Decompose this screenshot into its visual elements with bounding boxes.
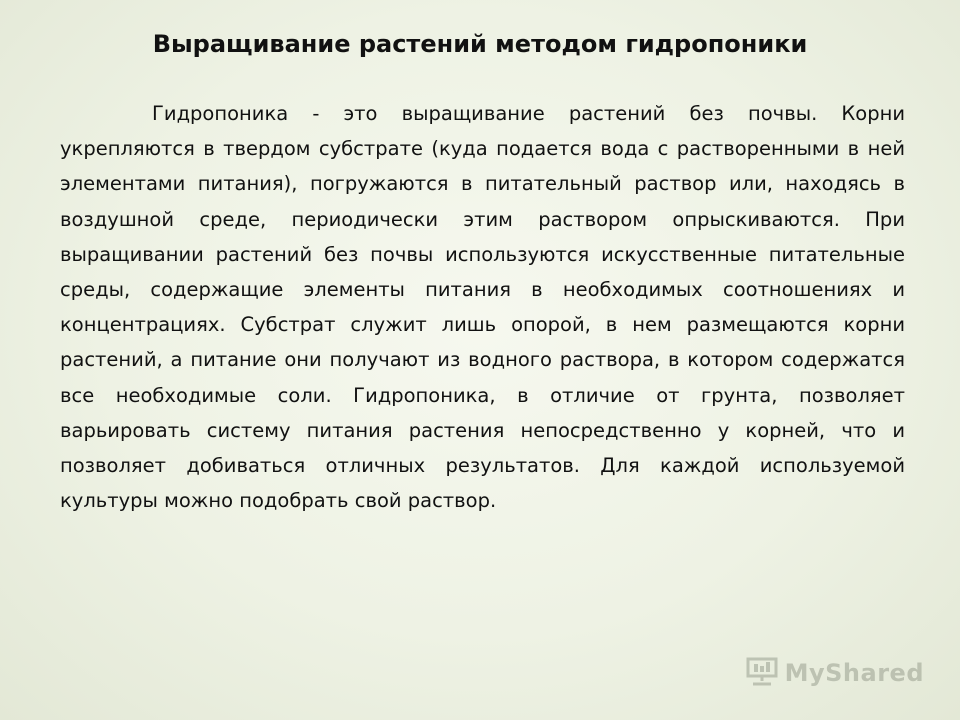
- watermark-text: MyShared: [784, 659, 924, 687]
- slide-title: Выращивание растений методом гидропоники: [152, 30, 808, 58]
- slide-body-text: Гидропоника - это выращивание растений без почвы. Корни укрепляются в твердом субстрате (куда подается вода с растворенными в ней элементами питания), погружаются в питательный раствор или, находясь в воздушной среде, периодически этим раствором опрыскиваются. При выращивании растений без почвы используются искусственные питательные среды, содержащие элементы питания в необходимых соотношениях и концентрациях. Субстрат служит лишь опорой, в нем размещаются корни растений, а питание они получают из водного раствора, в котором содержатся все необходимые соли. Гидропоника, в отличие от грунта, позволяет варьировать систему питания растения непосредственно у корней, что и позволяет добиваться отличных результатов. Для каждой используемой культуры можно подобрать свой раствор.: [60, 102, 905, 513]
- presentation-board-icon: [745, 656, 779, 690]
- myshared-watermark: [745, 656, 924, 690]
